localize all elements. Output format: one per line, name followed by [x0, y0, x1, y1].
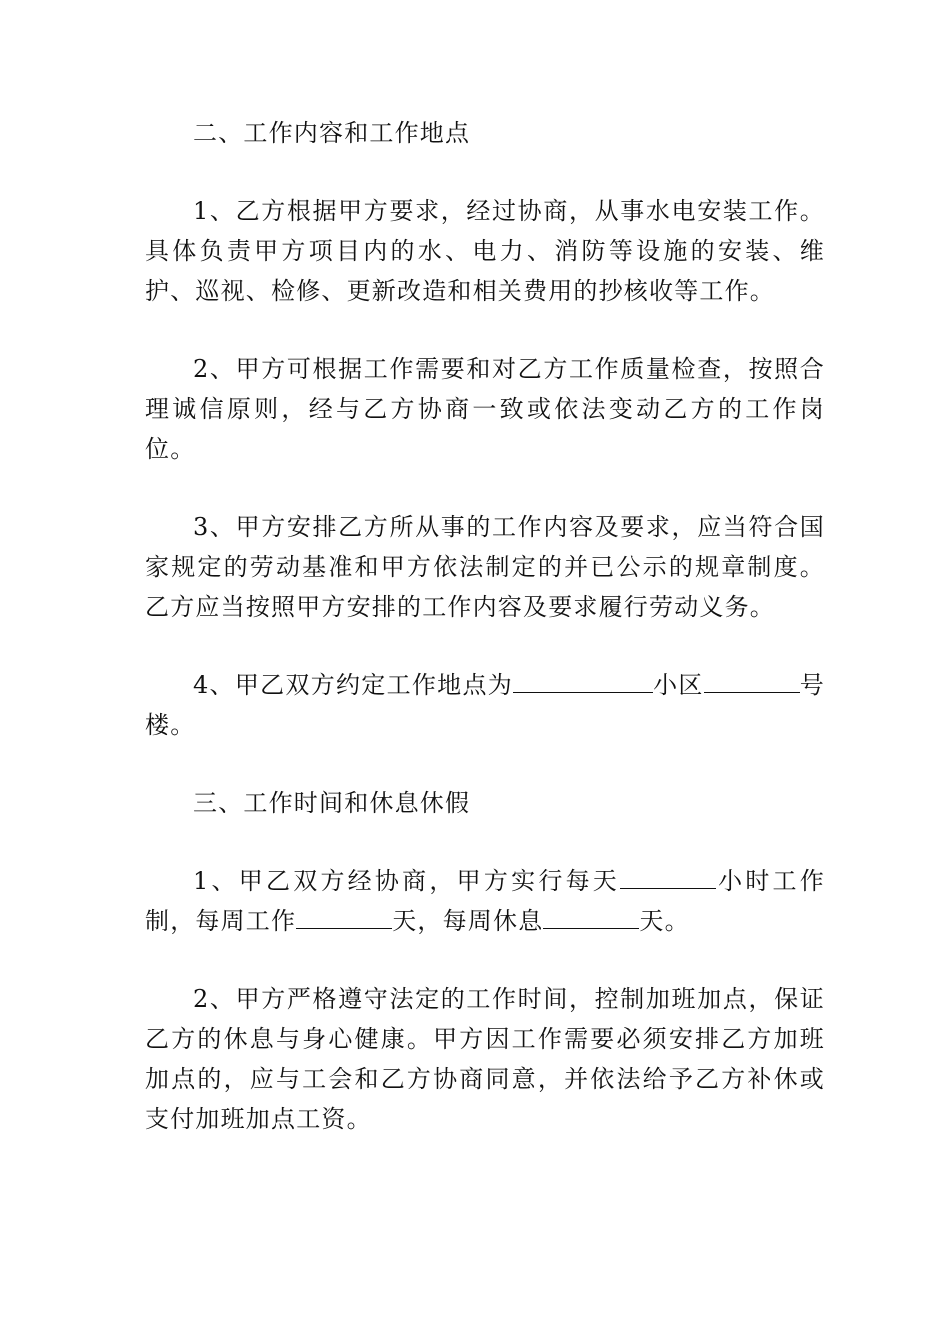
work-hours-text-1: 1、甲乙双方经协商，甲方实行每天 — [193, 867, 621, 895]
building-blank-field[interactable] — [704, 670, 800, 693]
work-hours-text-4: 天。 — [639, 907, 690, 935]
daily-hours-blank-field[interactable] — [620, 866, 716, 889]
community-blank-field[interactable] — [513, 670, 653, 693]
paragraph-work-content-2: 2、甲方可根据工作需要和对乙方工作质量检查，按照合理诚信原则，经与乙方协商一致或依法变动乙方的工作岗位。 — [145, 355, 825, 463]
work-hours-text-2: 小时工作制，每周工作 — [145, 867, 825, 935]
rest-days-blank-field[interactable] — [543, 906, 639, 929]
work-days-blank-field[interactable] — [296, 906, 392, 929]
work-location-text-1: 4、甲乙双方约定工作地点为 — [193, 671, 514, 699]
paragraph-work-content-1: 1、乙方根据甲方要求，经过协商，从事水电安装工作。具体负责甲方项目内的水、电力、消防等设施的安装、维护、巡视、检修、更新改造和相关费用的抄核收等工作。 — [145, 197, 825, 305]
paragraph-work-location — [145, 665, 825, 745]
section-heading-work-content: 二、工作内容和工作地点 — [193, 119, 471, 147]
paragraph-work-hours — [145, 861, 825, 941]
section-heading-work-time: 三、工作时间和休息休假 — [193, 789, 471, 817]
work-location-text-2: 小区 — [653, 671, 704, 699]
paragraph-work-content-3: 3、甲方安排乙方所从事的工作内容及要求，应当符合国家规定的劳动基准和甲方依法制定的并已公示的规章制度。乙方应当按照甲方安排的工作内容及要求履行劳动义务。 — [145, 513, 825, 621]
document-body — [145, 113, 825, 1177]
paragraph-overtime: 2、甲方严格遵守法定的工作时间，控制加班加点，保证乙方的休息与身心健康。甲方因工作需要必须安排乙方加班加点的，应与工会和乙方协商同意，并依法给予乙方补休或支付加班加点工资。 — [145, 985, 825, 1133]
work-location-text-3: 号楼。 — [145, 671, 825, 739]
work-hours-text-3: 天，每周休息 — [392, 907, 544, 935]
